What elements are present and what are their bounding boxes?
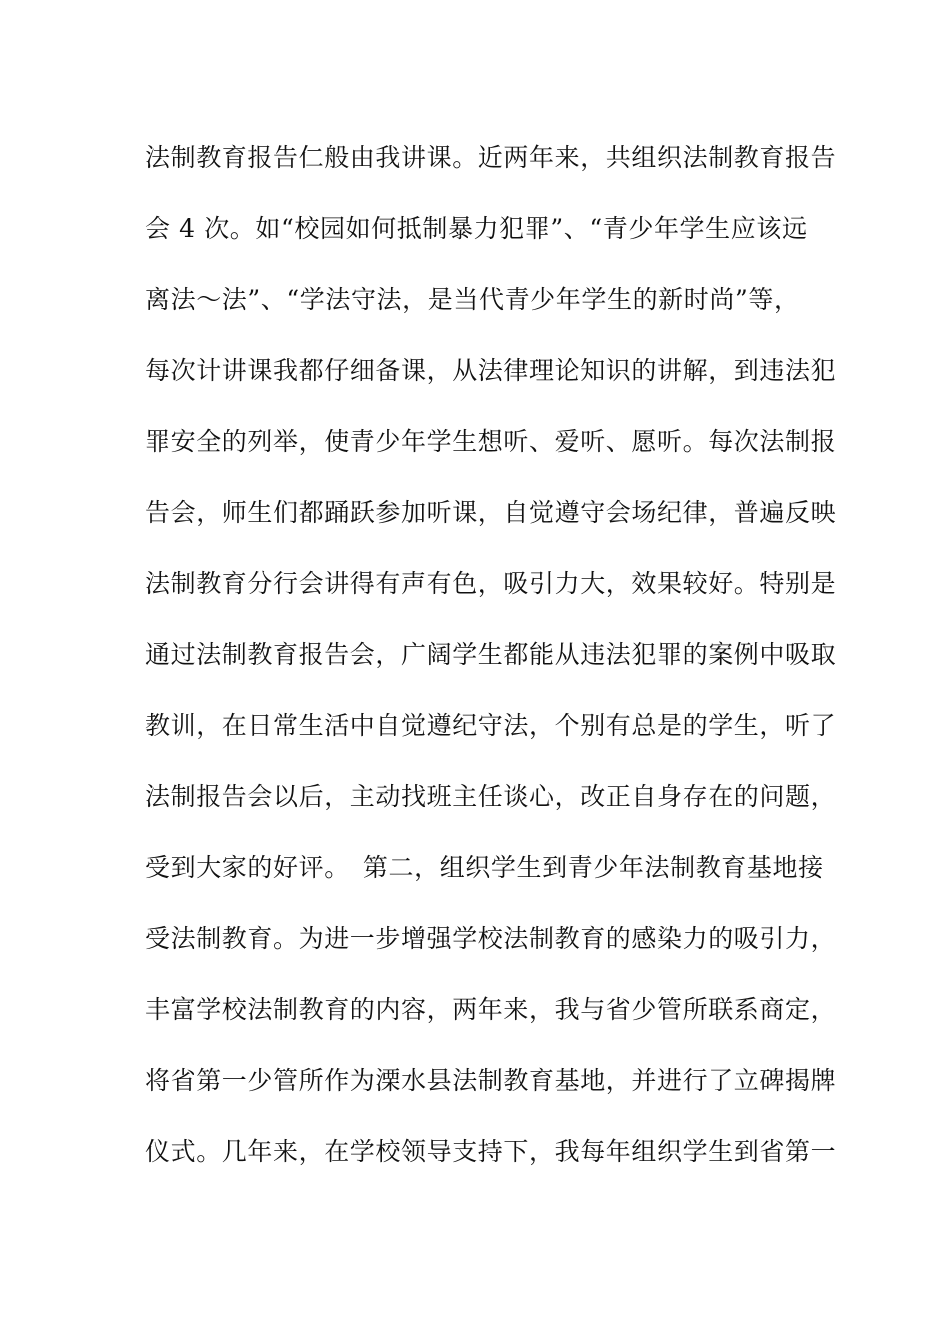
text-line: 教训，在日常生活中自觉遵纪守法，个别有总是的学生，听了: [145, 711, 837, 740]
text-line: 离法～法”、“学法守法，是当代青少年学生的新时尚”等，: [145, 285, 800, 314]
text-line: 将省第一少管所作为溧水县法制教育基地，并进行了立碑揭牌: [145, 1066, 837, 1095]
text-line: 法制教育分行会讲得有声有色，吸引力大，效果较好。特别是: [145, 569, 837, 598]
text-line: 会 4 次。如“校园如何抵制暴力犯罪”、“青少年学生应该远: [145, 214, 808, 243]
text-line: 受到大家的好评。 第二，组织学生到青少年法制教育基地接: [145, 853, 824, 882]
text-line: 法制报告会以后，主动找班主任谈心，改正自身存在的问题，: [145, 782, 837, 811]
text-line: 受法制教育。为进一步增强学校法制教育的感染力的吸引力，: [145, 924, 837, 953]
text-line: 仪式。几年来，在学校领导支持下，我每年组织学生到省第一: [145, 1137, 837, 1166]
text-line: 通过法制教育报告会，广阔学生都能从违法犯罪的案例中吸取: [145, 640, 837, 669]
body-text: [145, 130, 837, 1195]
text-line: 每次计讲课我都仔细备课，从法律理论知识的讲解，到违法犯: [145, 356, 837, 385]
text-line: 罪安全的列举，使青少年学生想听、爱听、愿听。每次法制报: [145, 427, 837, 456]
text-line: 告会，师生们都踊跃参加听课，自觉遵守会场纪律，普遍反映: [145, 498, 837, 527]
text-line: 丰富学校法制教育的内容，两年来，我与省少管所联系商定，: [145, 995, 837, 1024]
text-line: 法制教育报告仁般由我讲课。近两年来，共组织法制教育报告: [145, 143, 837, 172]
